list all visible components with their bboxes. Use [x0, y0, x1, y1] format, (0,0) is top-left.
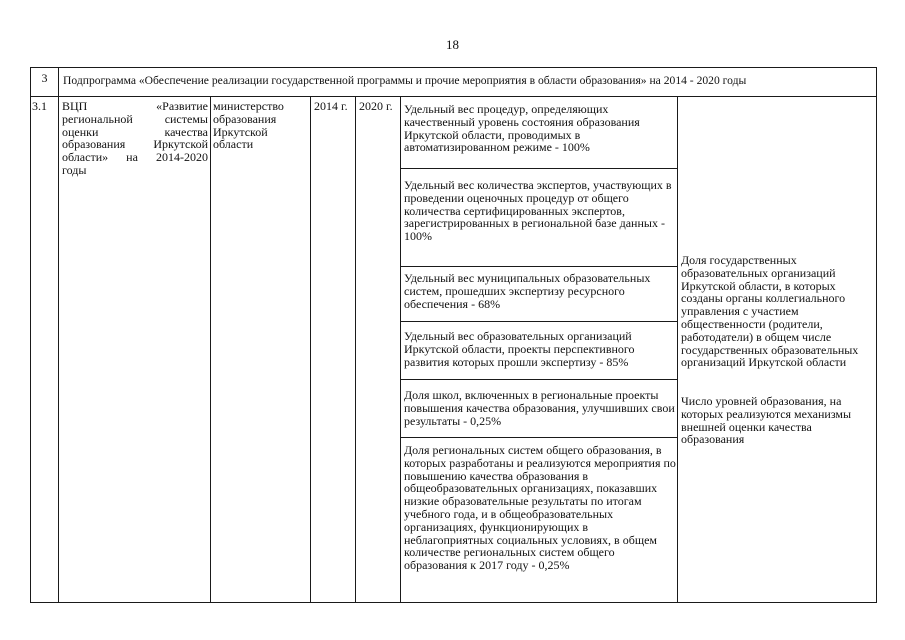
executor: министерство образования Иркутской области	[213, 99, 284, 152]
row-number: 3.1	[32, 99, 47, 113]
indicator-text: Удельный вес количества экспертов, участвующих в проведении оценочных процедур от общего количества сертифицированных экспертов, зарегистрированных в региональной базе данных - 100%	[404, 178, 672, 244]
table-border-section	[30, 96, 877, 97]
program-name-line: оценки качества	[62, 124, 208, 139]
column-divider-end	[400, 96, 401, 603]
indicator-text: Доля школ, включенных в региональные проекты повышения качества образования, улучшивших свои результаты - 0,25%	[404, 388, 675, 428]
program-name-line: области» на 2014-2020	[62, 150, 208, 165]
section-title: Подпрограмма «Обеспечение реализации государственной программы и прочие мероприятия в области образования» на 2014 - 2020 годы	[63, 74, 747, 87]
indicator-divider	[400, 321, 677, 322]
indicator-divider	[400, 168, 677, 169]
column-divider-start	[355, 96, 356, 603]
program-name	[62, 100, 208, 177]
column-divider-program	[210, 96, 211, 603]
indicator-text: Удельный вес образовательных организаций Иркутской области, проекты перспективного развития которых прошли экспертизу - 85%	[404, 329, 635, 369]
indicator-divider	[400, 379, 677, 380]
indicator-text: Удельный вес процедур, определяющих качественный уровень состояния образования Иркутской области, проводимых в автоматизированном режиме - 100%	[404, 102, 640, 155]
table-border-right	[876, 67, 877, 603]
indicator-divider	[400, 266, 677, 267]
section-number: 3	[41, 71, 48, 85]
column-divider-number	[58, 67, 59, 603]
program-name-line: региональной системы	[62, 111, 208, 126]
column-divider-executor	[310, 96, 311, 603]
table-border-left	[30, 67, 31, 603]
column-divider-indicators	[677, 96, 678, 603]
start-year: 2014 г.	[314, 99, 348, 113]
indicator-text: Удельный вес муниципальных образовательных систем, прошедших экспертизу ресурсного обеспечения - 68%	[404, 271, 651, 311]
end-year: 2020 г.	[359, 99, 393, 113]
result-text: Доля государственных образовательных организаций Иркутской области, в которых созданы органы коллегиального управления с участием общественности (родители, работодатели) в общем числе государственных образовательных организаций Иркутской области	[681, 253, 859, 370]
program-name-line: ВЦП «Развитие	[62, 99, 208, 113]
table-border-bottom	[30, 602, 877, 603]
result-text: Число уровней образования, на которых реализуются механизмы внешней оценки качества образования	[681, 394, 852, 447]
indicator-divider	[400, 437, 677, 438]
table-border-top	[30, 67, 877, 68]
program-name-line: годы	[62, 162, 87, 177]
indicator-text: Доля региональных систем общего образования, в которых разработаны и реализуются мероприятия по повышению качества образования в общеобразовательных организациях, показавших низкие образовательные результаты по итогам учебного года, и в общеобразовательных организациях, функционирующих в неблагоприятных социальных условиях, в общем количестве региональных систем общего образования к 2017 году - 0,25%	[404, 443, 676, 573]
program-name-line: образования Иркутской	[62, 137, 208, 152]
page-number: 18	[446, 37, 459, 52]
